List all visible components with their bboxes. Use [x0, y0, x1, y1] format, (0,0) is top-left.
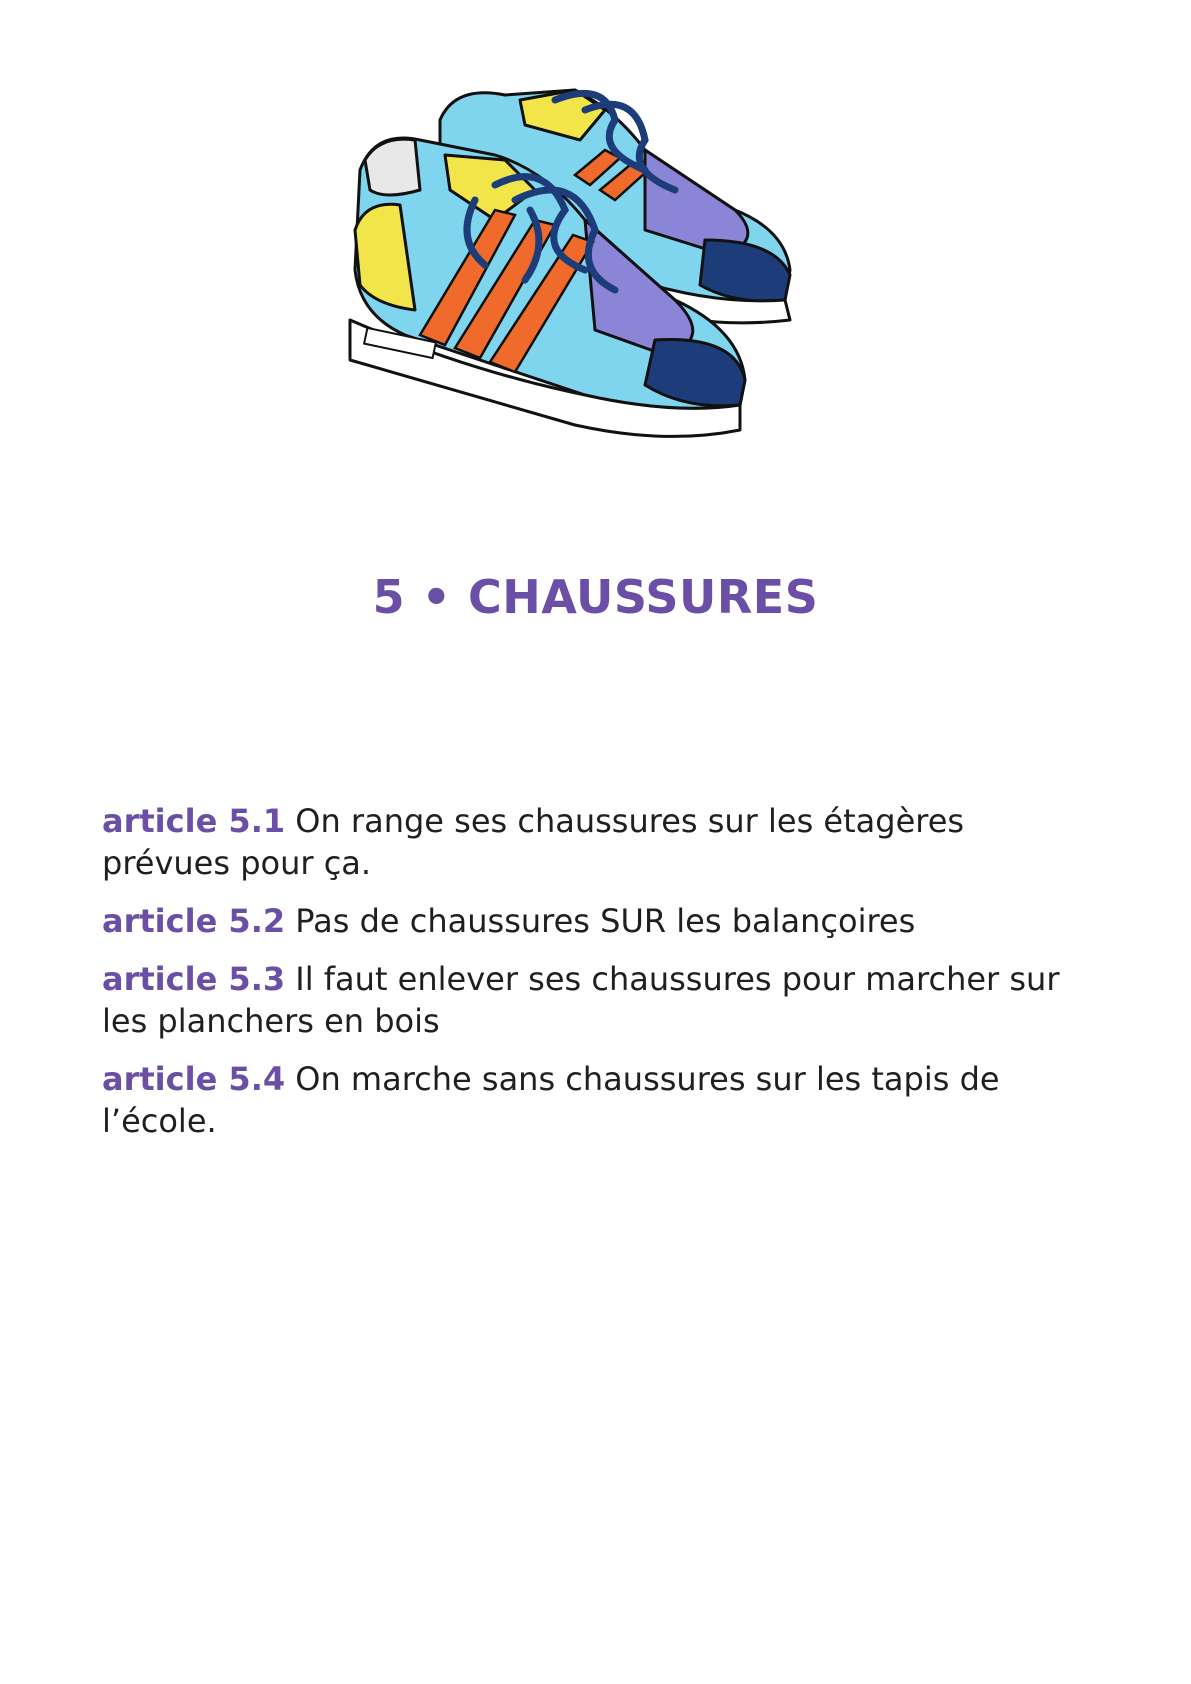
- article-number: article 5.4: [102, 1060, 286, 1098]
- article-text: Il faut enlever ses chaussures pour marcher sur les planchers en bois: [102, 960, 1060, 1040]
- sneakers-illustration: [345, 80, 845, 480]
- article-text: Pas de chaussures SUR les balançoires: [295, 902, 916, 940]
- page-title: 5 • CHAUSSURES: [372, 570, 819, 624]
- article-number: article 5.2: [102, 902, 286, 940]
- article-text: On marche sans chaussures sur les tapis de l’école.: [102, 1060, 1000, 1140]
- article-list: [102, 800, 1102, 1158]
- sneakers-icon: [345, 80, 845, 480]
- article-number: article 5.3: [102, 960, 286, 998]
- article-item: [102, 900, 1102, 942]
- article-text: On range ses chaussures sur les étagères prévues pour ça.: [102, 802, 965, 882]
- article-item: [102, 800, 1102, 884]
- article-item: [102, 958, 1102, 1042]
- article-number: article 5.1: [102, 802, 286, 840]
- article-item: [102, 1058, 1102, 1142]
